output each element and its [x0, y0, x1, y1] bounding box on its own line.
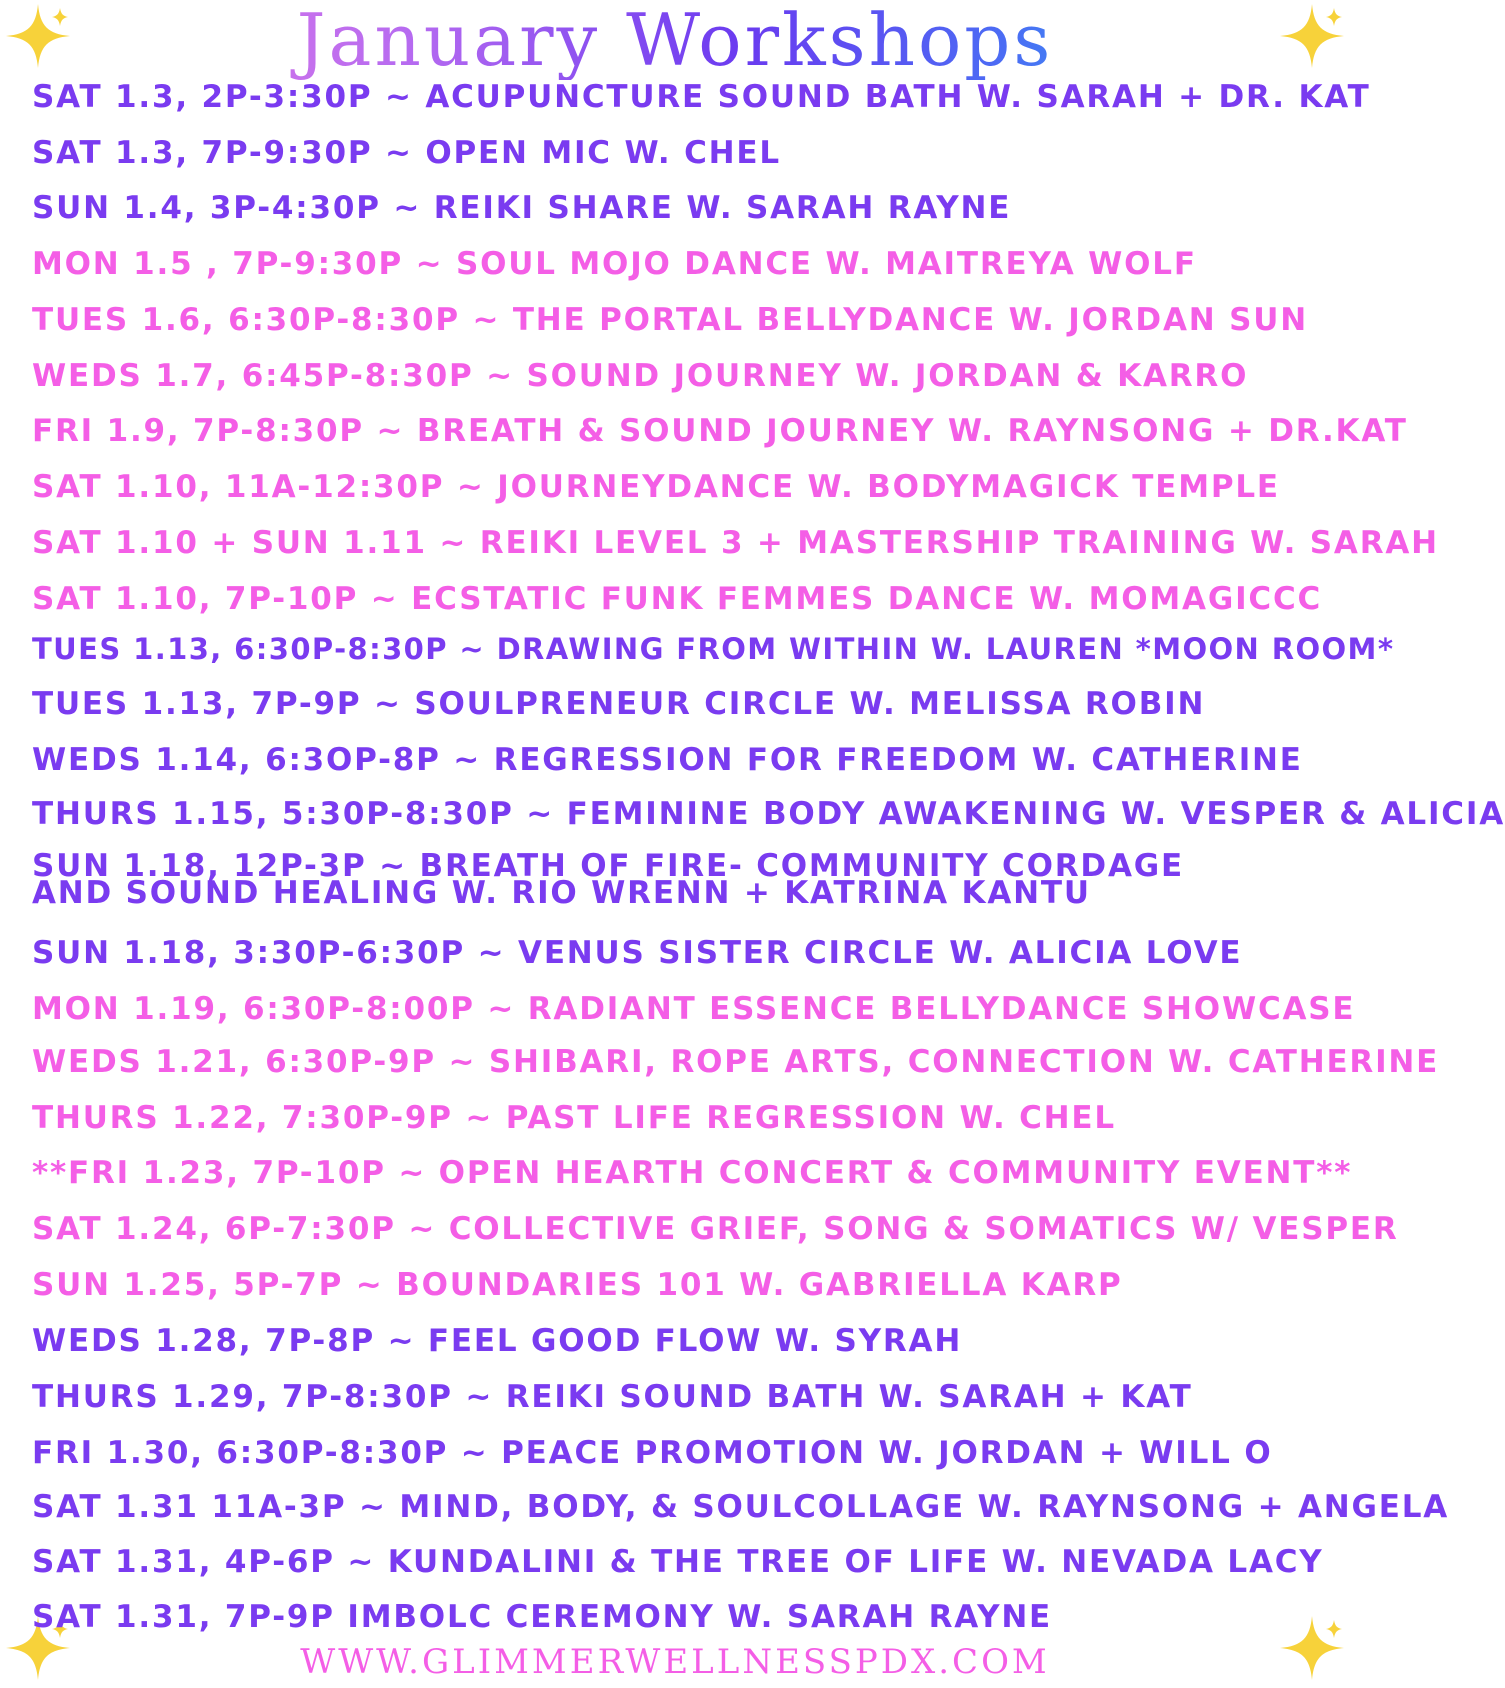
list-item: MON 1.5 , 7P-9:30P ~ SOUL MOJO DANCE W. MAITREYA WOLF — [32, 246, 1197, 282]
list-item: SUN 1.18, 12P-3P ~ BREATH OF FIRE- COMMUNITY CORDAGE AND SOUND HEALING W. RIO WRENN + KATRINA KANTU — [32, 848, 1184, 911]
list-item: MON 1.19, 6:30P-8:00P ~ RADIANT ESSENCE BELLYDANCE SHOWCASE — [32, 991, 1356, 1027]
list-item: SAT 1.31, 4P-6P ~ KUNDALINI & THE TREE OF LIFE W. NEVADA LACY — [32, 1544, 1324, 1580]
list-item: TUES 1.6, 6:30P-8:30P ~ THE PORTAL BELLYDANCE W. JORDAN SUN — [32, 302, 1308, 338]
list-item: SAT 1.31, 7P-9P IMBOLC CEREMONY W. SARAH RAYNE — [32, 1599, 1053, 1635]
list-item: TUES 1.13, 7P-9P ~ SOULPRENEUR CIRCLE W. MELISSA ROBIN — [32, 686, 1206, 722]
list-item: FRI 1.9, 7P-8:30P ~ BREATH & SOUND JOURNEY W. RAYNSONG + DR.KAT — [32, 413, 1408, 449]
list-item: THURS 1.29, 7P-8:30P ~ REIKI SOUND BATH W. SARAH + KAT — [32, 1379, 1193, 1415]
list-item: SAT 1.3, 7P-9:30P ~ OPEN MIC W. CHEL — [32, 135, 781, 171]
website-link[interactable]: WWW.GLIMMERWELLNESSPDX.COM — [300, 1642, 1050, 1682]
list-item: WEDS 1.21, 6:30P-9P ~ SHIBARI, ROPE ARTS, CONNECTION W. CATHERINE — [32, 1044, 1440, 1080]
list-item: SAT 1.3, 2P-3:30P ~ ACUPUNCTURE SOUND BATH W. SARAH + DR. KAT — [32, 79, 1371, 115]
list-item: SUN 1.4, 3P-4:30P ~ REIKI SHARE W. SARAH RAYNE — [32, 190, 1012, 226]
list-item: SAT 1.10 + SUN 1.11 ~ REIKI LEVEL 3 + MASTERSHIP TRAINING W. SARAH — [32, 525, 1439, 561]
list-item: SAT 1.10, 11A-12:30P ~ JOURNEYDANCE W. BODYMAGICK TEMPLE — [32, 469, 1280, 505]
list-item: SUN 1.25, 5P-7P ~ BOUNDARIES 101 W. GABRIELLA KARP — [32, 1267, 1123, 1303]
list-item: WEDS 1.7, 6:45P-8:30P ~ SOUND JOURNEY W. JORDAN & KARRO — [32, 358, 1249, 394]
list-item: TUES 1.13, 6:30P-8:30P ~ DRAWING FROM WITHIN W. LAUREN *MOON ROOM* — [32, 632, 1395, 666]
list-item: WEDS 1.28, 7P-8P ~ FEEL GOOD FLOW W. SYRAH — [32, 1323, 963, 1359]
list-item: SAT 1.10, 7P-10P ~ ECSTATIC FUNK FEMMES DANCE W. MOMAGICCC — [32, 581, 1323, 617]
list-item: SAT 1.31 11A-3P ~ MIND, BODY, & SOULCOLLAGE W. RAYNSONG + ANGELA — [32, 1489, 1450, 1525]
list-item: SAT 1.24, 6P-7:30P ~ COLLECTIVE GRIEF, SONG & SOMATICS W/ VESPER — [32, 1211, 1399, 1247]
list-item: THURS 1.15, 5:30P-8:30P ~ FEMININE BODY AWAKENING W. VESPER & ALICIA — [32, 796, 1505, 832]
page-title: January Workshops — [0, 0, 1350, 80]
list-item: **FRI 1.23, 7P-10P ~ OPEN HEARTH CONCERT & COMMUNITY EVENT** — [32, 1155, 1353, 1191]
list-item: WEDS 1.14, 6:3OP-8P ~ REGRESSION FOR FREEDOM W. CATHERINE — [32, 742, 1303, 778]
list-item: THURS 1.22, 7:30P-9P ~ PAST LIFE REGRESSION W. CHEL — [32, 1100, 1116, 1136]
list-item: SUN 1.18, 3:30P-6:30P ~ VENUS SISTER CIRCLE W. ALICIA LOVE — [32, 935, 1243, 971]
list-item: FRI 1.30, 6:30P-8:30P ~ PEACE PROMOTION W. JORDAN + WILL O — [32, 1435, 1273, 1471]
